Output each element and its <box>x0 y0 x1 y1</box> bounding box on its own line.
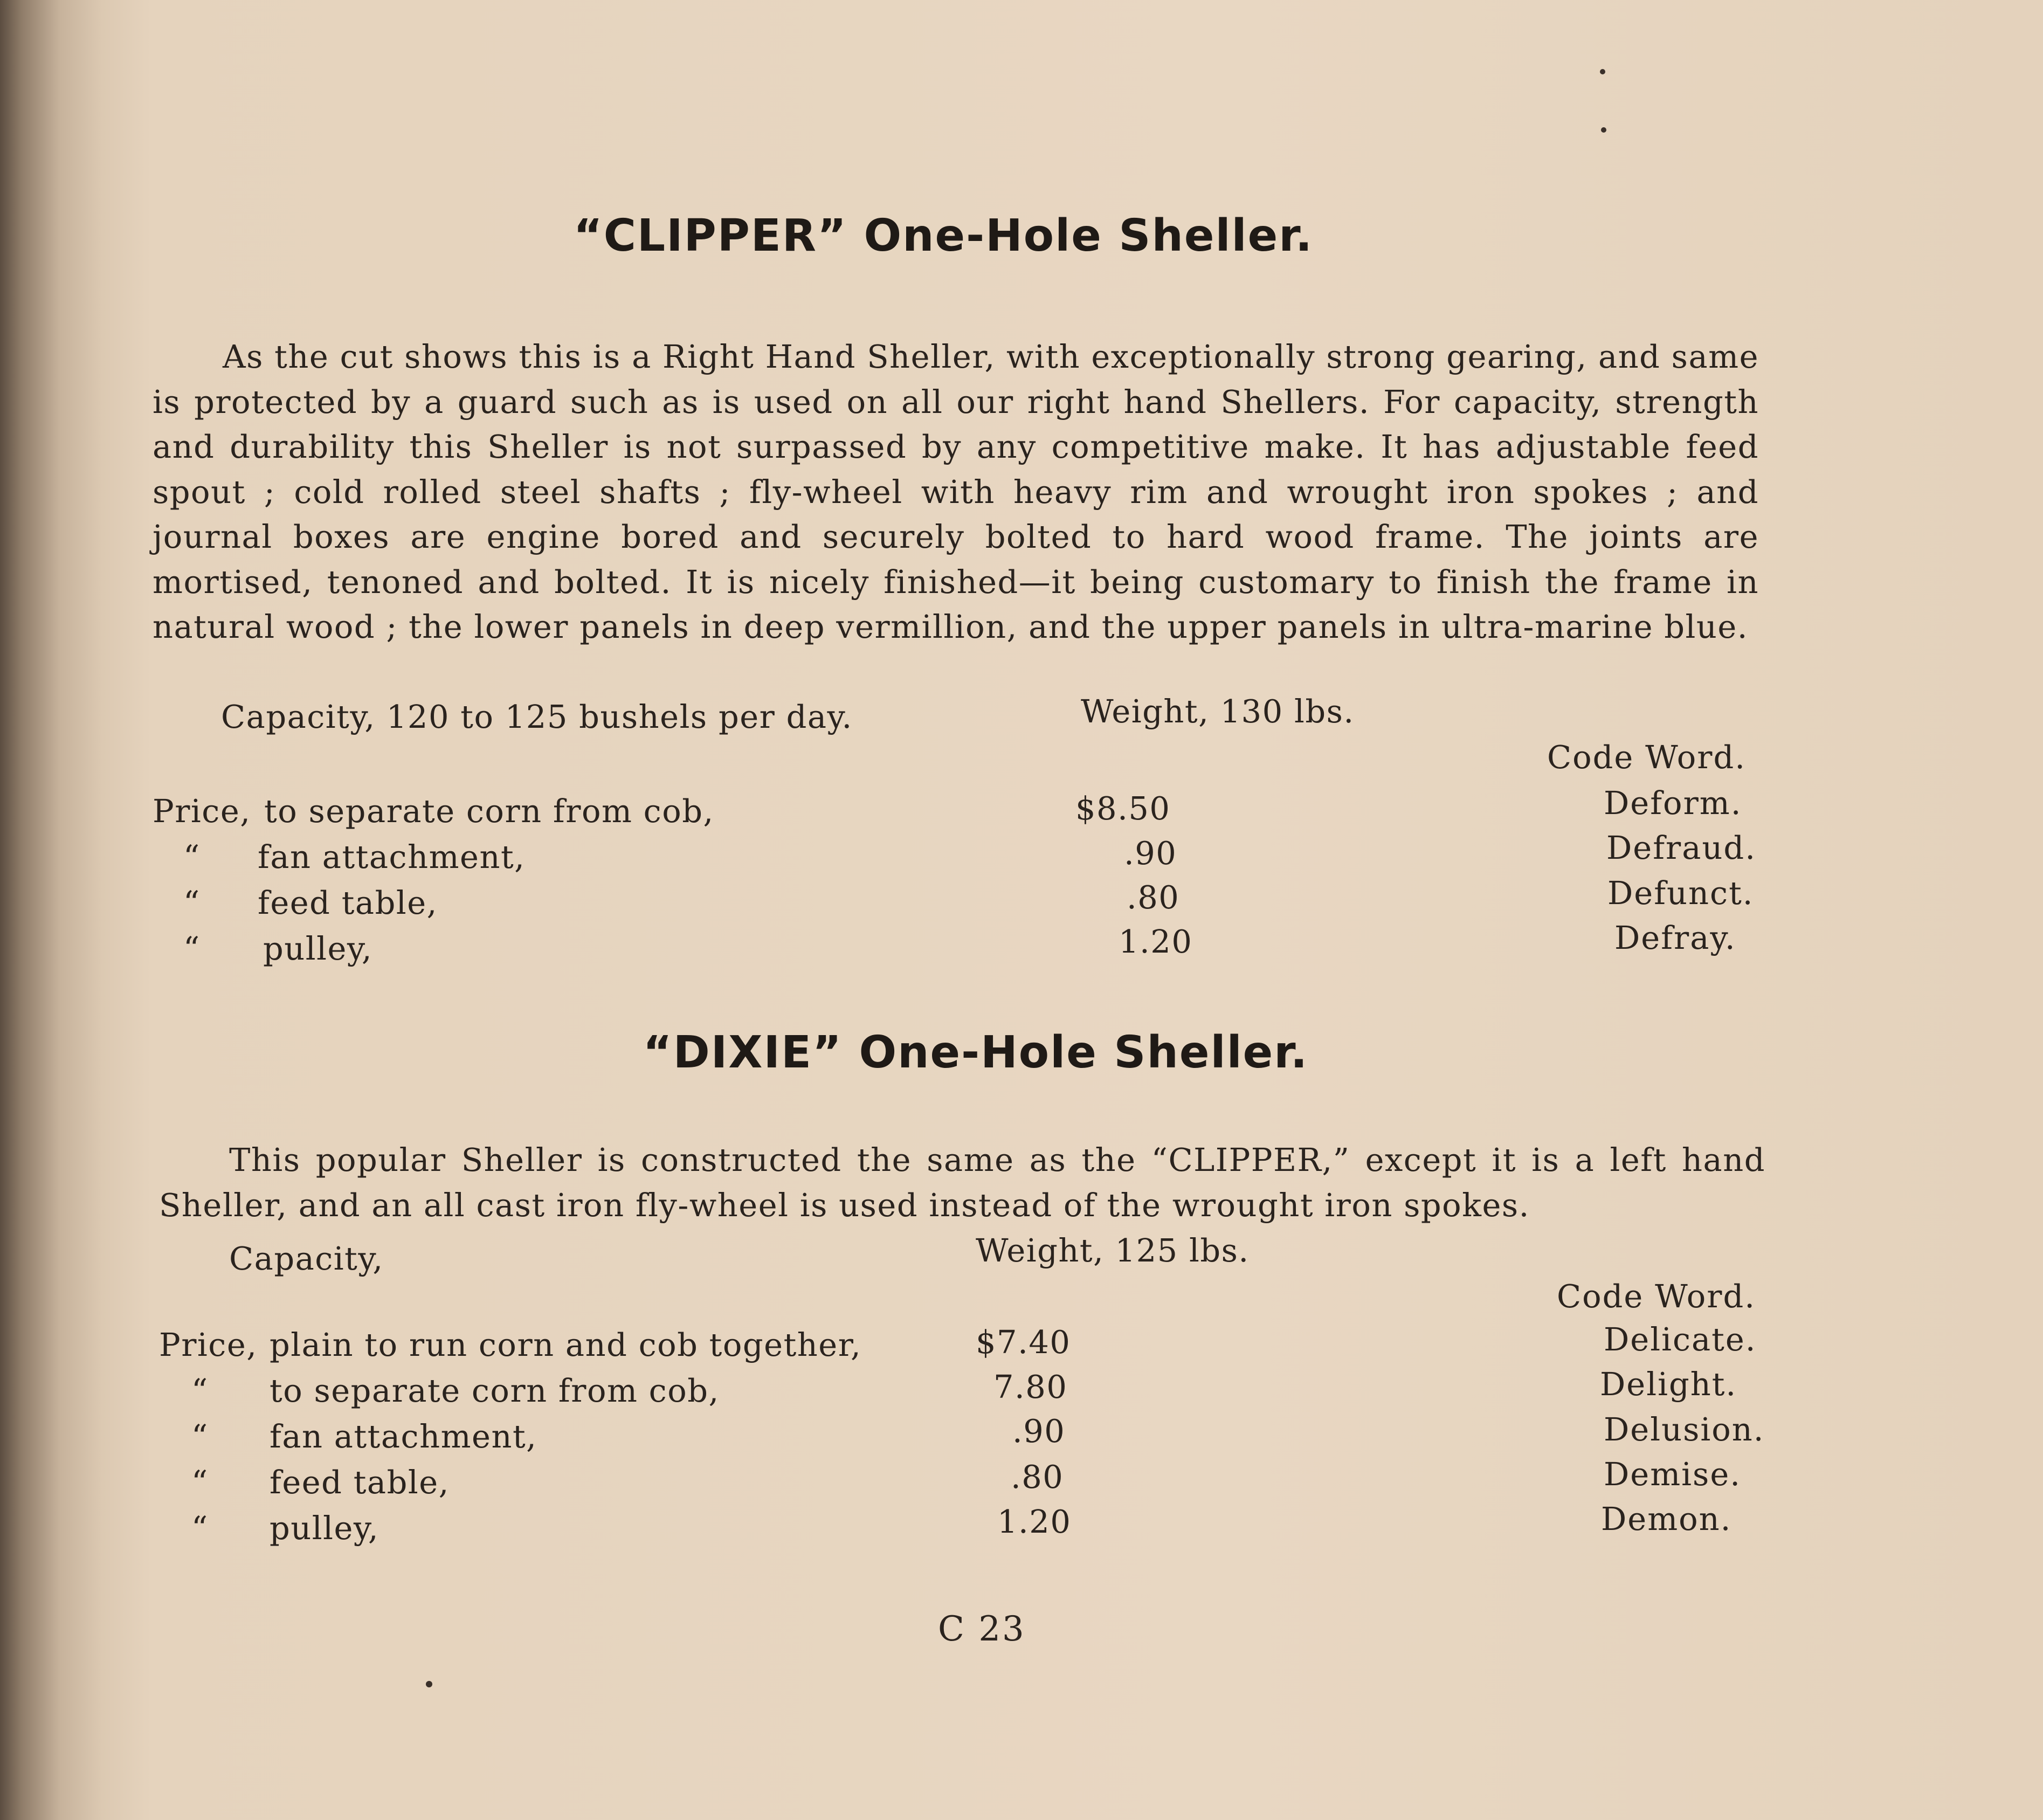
ditto-mark: “ <box>183 884 201 921</box>
dixie-code-header: Code Word. <box>1557 1278 1756 1315</box>
item-price: .90 <box>1012 1412 1066 1450</box>
ditto-mark: “ <box>183 930 201 967</box>
clipper-capacity: Capacity, 120 to 125 bushels per day. <box>221 698 853 735</box>
paper-speck <box>1601 127 1606 133</box>
ditto-mark: “ <box>191 1509 209 1547</box>
item-price: $7.40 <box>976 1323 1071 1361</box>
clipper-heading: “CLIPPER” One-Hole Sheller. <box>573 210 1314 261</box>
item-price: .80 <box>1127 879 1180 916</box>
item-label: to separate corn from cob, <box>264 792 714 830</box>
dixie-description: This popular Sheller is constructed the same as the “CLIPPER,” except it is a left hand Sheller, and an all cast iron fly-wheel is used instead of the wrought iron spokes. <box>159 1141 1765 1224</box>
item-label: pulley, <box>270 1509 379 1547</box>
item-price: .90 <box>1124 835 1177 872</box>
ditto-mark: “ <box>191 1464 209 1501</box>
item-price: .80 <box>1011 1458 1064 1495</box>
item-label: to separate corn from cob, <box>270 1372 720 1409</box>
dixie-heading: “DIXIE” One-Hole Sheller. <box>643 1027 1309 1078</box>
price-prefix: Price, <box>153 792 251 830</box>
ditto-mark: “ <box>191 1418 209 1455</box>
item-code-word: Defray. <box>1614 919 1736 956</box>
ditto-mark: “ <box>191 1372 209 1409</box>
item-code-word: Delight. <box>1600 1366 1737 1403</box>
clipper-description: As the cut shows this is a Right Hand Sheller, with exceptionally strong gearing, and same is protected by a guard such as is used on all our right hand Shellers. For capacity, strength and durability this Sheller is not surpassed by any competitive make. It has adjustable feed spout ; cold rolled steel shafts ; fly-wheel with heavy rim and wrought iron spokes ; and journal boxes are engine bored and securely bolted to hard wood frame. The joints are mortised, tenoned and bolted. It is nicely finished—it being customary to finish the frame in natural wood ; the lower panels in deep vermillion, and the upper panels in ultra-marine blue. <box>153 338 1759 645</box>
dixie-capacity: Capacity, <box>229 1240 384 1277</box>
ditto-mark: “ <box>183 838 201 875</box>
dixie-weight: Weight, 125 lbs. <box>976 1232 1250 1269</box>
item-price: $8.50 <box>1075 790 1171 827</box>
item-price: 1.20 <box>1119 923 1193 960</box>
paper-speck <box>1600 69 1605 74</box>
item-code-word: Deform. <box>1604 784 1742 822</box>
item-price: 7.80 <box>993 1368 1068 1405</box>
item-code-word: Delicate. <box>1604 1321 1757 1358</box>
item-label: feed table, <box>258 884 438 921</box>
item-label: fan attachment, <box>258 838 526 875</box>
item-price: 1.20 <box>997 1503 1072 1540</box>
item-label: plain to run corn and cob together, <box>270 1326 862 1363</box>
item-label: feed table, <box>270 1464 450 1501</box>
item-code-word: Delusion. <box>1604 1411 1765 1448</box>
item-code-word: Defunct. <box>1607 874 1754 912</box>
paper-speck <box>426 1681 432 1687</box>
item-code-word: Demise. <box>1604 1456 1741 1493</box>
clipper-code-header: Code Word. <box>1547 739 1746 776</box>
item-code-word: Defraud. <box>1606 829 1756 866</box>
clipper-weight: Weight, 130 lbs. <box>1081 693 1355 730</box>
price-prefix: Price, <box>159 1326 258 1363</box>
item-code-word: Demon. <box>1601 1500 1732 1538</box>
page-number: C 23 <box>938 1609 1026 1649</box>
item-label: pulley, <box>263 930 373 967</box>
item-label: fan attachment, <box>270 1418 537 1455</box>
